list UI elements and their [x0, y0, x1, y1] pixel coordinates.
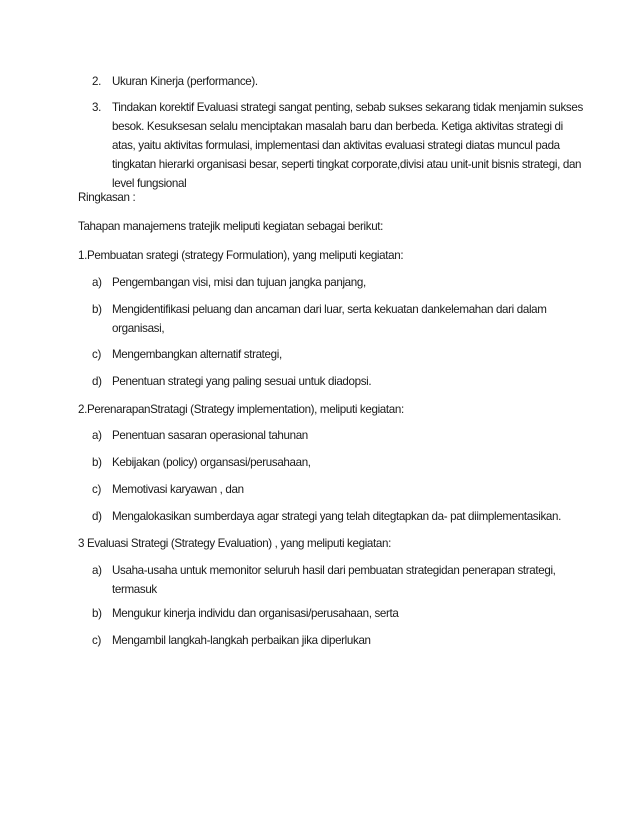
- section-1-item-b: [92, 300, 547, 338]
- list-item-3: [92, 98, 583, 193]
- text-line: Tindakan korektif Evaluasi strategi sangat penting, sebab sukses sekarang tidak menjamin sukses: [112, 101, 583, 114]
- section-2-item-d: [92, 507, 561, 526]
- list-text: Ukuran Kinerja (performance).: [112, 75, 258, 88]
- intro-paragraph: Tahapan manajemens tratejik meliputi kegiatan sebagai berikut:: [78, 220, 384, 233]
- text-line: organisasi,: [112, 322, 165, 335]
- item-label: d): [92, 375, 102, 388]
- text-line: besok. Kesuksesan selalu menciptakan masalah baru dan berbeda. Ketiga aktivitas strategi di: [112, 120, 563, 133]
- section-2-item-c: [92, 480, 244, 499]
- item-label: b): [92, 607, 102, 620]
- list-item-2: [92, 72, 258, 91]
- item-label: d): [92, 510, 102, 523]
- text-line: atas, yaitu aktivitas formulasi, implementasi dan aktivitas evaluasi strategi diatas muncul pada: [112, 139, 560, 152]
- list-number: 3.: [92, 101, 101, 114]
- item-text: [112, 561, 556, 599]
- item-text: Mengukur kinerja individu dan organisasi/perusahaan, serta: [112, 607, 399, 620]
- item-label: b): [92, 303, 102, 316]
- section-1-heading: 1.Pembuatan srategi (strategy Formulation), yang meliputi kegiatan:: [78, 249, 404, 262]
- text-line: Usaha-usaha untuk memonitor seluruh hasil dari pembuatan strategidan penerapan strategi,: [112, 564, 556, 577]
- item-text: Penentuan sasaran operasional tahunan: [112, 429, 308, 442]
- text-line: tingkatan hierarki organisasi besar, seperti tingkat corporate,divisi atau unit-unit bisnis strategi, dan: [112, 158, 582, 171]
- summary-heading: Ringkasan :: [78, 191, 136, 204]
- item-label: b): [92, 456, 102, 469]
- item-text: Mengambil langkah-langkah perbaikan jika diperlukan: [112, 634, 371, 647]
- section-1-item-a: [92, 273, 366, 292]
- text-line: level fungsional: [112, 177, 187, 190]
- text-line: Mengidentifikasi peluang dan ancaman dari luar, serta kekuatan dankelemahan dari dalam: [112, 303, 547, 316]
- section-3-heading: 3 Evaluasi Strategi (Strategy Evaluation) , yang meliputi kegiatan:: [78, 537, 391, 550]
- item-label: a): [92, 564, 102, 577]
- section-3-item-b: [92, 604, 398, 623]
- section-1-item-d: [92, 372, 371, 391]
- item-label: c): [92, 483, 101, 496]
- item-text: Memotivasi karyawan , dan: [112, 483, 244, 496]
- section-2-item-b: [92, 453, 311, 472]
- section-3-item-c: [92, 631, 371, 650]
- item-label: c): [92, 348, 101, 361]
- item-label: c): [92, 634, 101, 647]
- section-2-heading: 2.PerenarapanStratagi (Strategy implementation), meliputi kegiatan:: [78, 403, 404, 416]
- item-text: Mengalokasikan sumberdaya agar strategi yang telah ditegtapkan da- pat diimplementasikan.: [112, 510, 561, 523]
- item-text: Kebijakan (policy) organsasi/perusahaan,: [112, 456, 311, 469]
- item-text: Pengembangan visi, misi dan tujuan jangka panjang,: [112, 276, 366, 289]
- item-label: a): [92, 429, 102, 442]
- list-number: 2.: [92, 75, 101, 88]
- item-text: Mengembangkan alternatif strategi,: [112, 348, 282, 361]
- text-line: termasuk: [112, 583, 157, 596]
- item-text: [112, 300, 547, 338]
- section-1-item-c: [92, 345, 282, 364]
- section-3-item-a: [92, 561, 556, 599]
- item-label: a): [92, 276, 102, 289]
- section-2-item-a: [92, 426, 308, 445]
- item-text: Penentuan strategi yang paling sesuai untuk diadopsi.: [112, 375, 372, 388]
- list-text: [112, 98, 583, 193]
